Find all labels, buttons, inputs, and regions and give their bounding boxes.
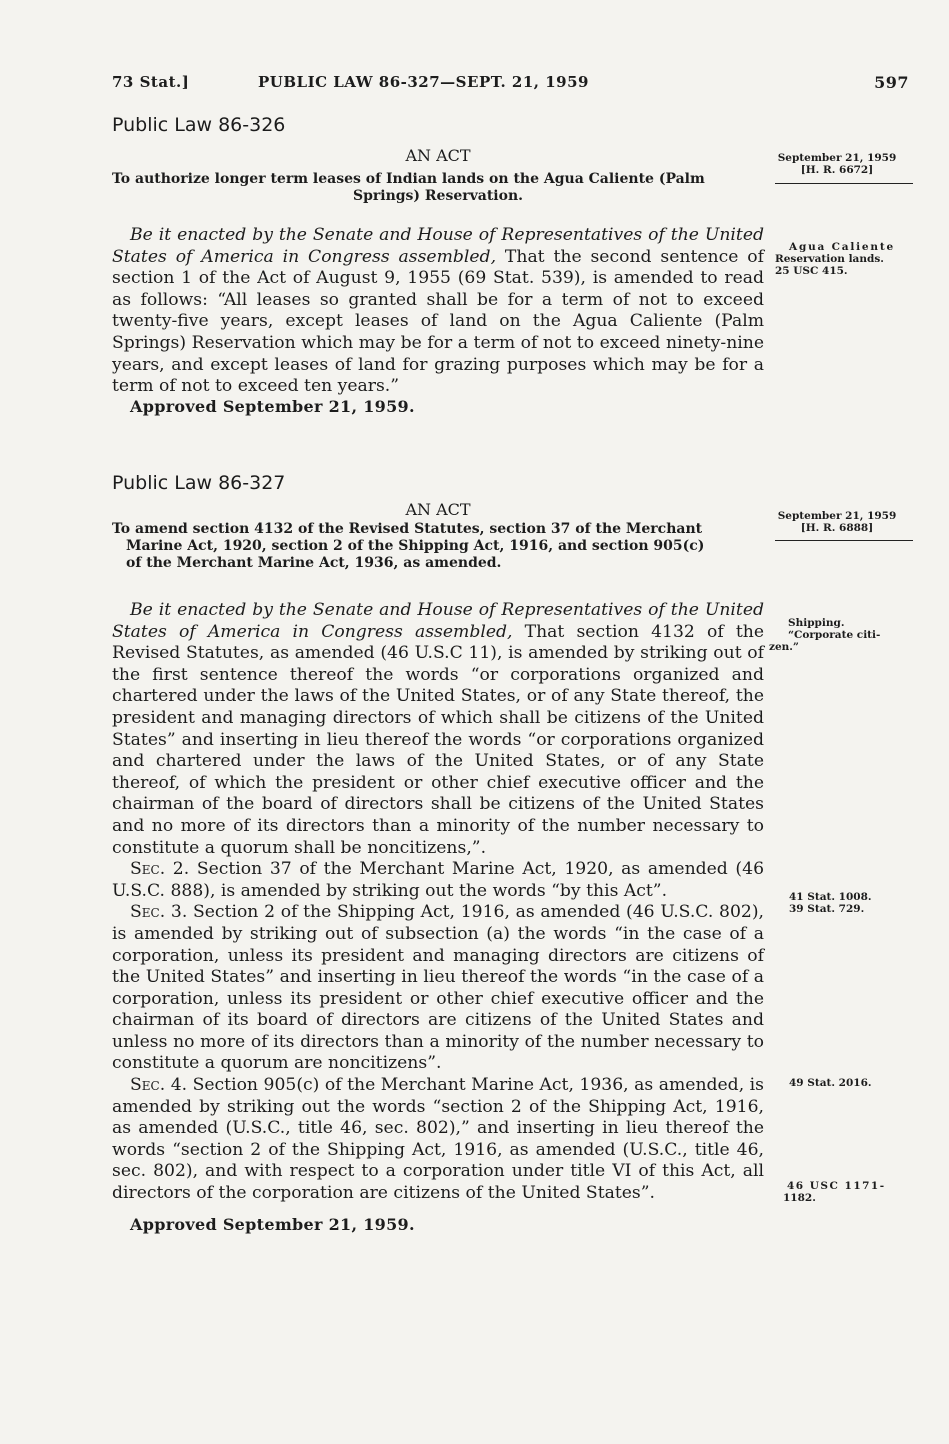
law1-margin-rule bbox=[775, 183, 913, 184]
law1-bill-number: [H. R. 6672] bbox=[800, 164, 874, 176]
law2-section2-label: Sec. 2. bbox=[130, 859, 190, 880]
law2-description-line2: Marine Act, 1920, section 2 of the Shipping Act, 1916, and section 905(c) bbox=[126, 538, 705, 554]
law1-body bbox=[112, 225, 764, 398]
law2-approved: Approved September 21, 1959. bbox=[130, 1215, 415, 1234]
law2-shipping-line3: zen.” bbox=[769, 641, 799, 653]
law1-topic-line3: 25 USC 415. bbox=[775, 265, 848, 277]
law2-section4-label: Sec. 4. bbox=[130, 1075, 188, 1096]
law2-section2 bbox=[112, 859, 764, 902]
law2-date: September 21, 1959 bbox=[777, 510, 897, 522]
law2-description-line3: of the Merchant Marine Act, 1936, as amended. bbox=[126, 555, 502, 571]
law2-margin-usc bbox=[783, 1180, 886, 1204]
law2-section3-label: Sec. 3. bbox=[130, 902, 188, 923]
law2-section4-text: Section 905(c) of the Merchant Marine Act, 1936, as amended, is amended by striking out the words “section 2 of the Shipping Act, 1916, as amended (U.S.C., title 46, sec. 802),” and inserting in lieu thereof the words “section 2 of the Shipping Act, 1916, as amended (U.S.C., title 46, sec. 802), and with respect to a corporation under title VI of this Act, all directors of the corporation are citizens of the United States”. bbox=[112, 1075, 764, 1204]
law2-title: Public Law 86-327 bbox=[112, 472, 286, 494]
law2-margin-stat-ref3: 49 Stat. 2016. bbox=[789, 1077, 872, 1089]
law2-bill-number: [H. R. 6888] bbox=[800, 522, 874, 534]
law1-topic-line2: Reservation lands. bbox=[775, 253, 884, 265]
law2-stat-ref1: 41 Stat. 1008. bbox=[789, 891, 872, 903]
law1-topic-line1: Agua Caliente bbox=[789, 241, 895, 253]
law2-act-heading: AN ACT bbox=[405, 500, 471, 519]
law2-margin-date bbox=[762, 510, 912, 534]
law2-description bbox=[112, 521, 764, 572]
law1-description-line2: Springs) Reservation. bbox=[352, 188, 524, 204]
law1-margin-date bbox=[762, 152, 912, 176]
law2-margin-shipping bbox=[769, 617, 881, 653]
law2-description-line1: To amend section 4132 of the Revised Statutes, section 37 of the Merchant bbox=[112, 521, 703, 537]
law2-section3-text: Section 2 of the Shipping Act, 1916, as amended (46 U.S.C. 802), is amended by striking out of subsection (a) the words “in the case of a corporation, unless its president and managing directors are citizens of the United States” and inserting in lieu thereof the words “in the case of a corporation, unless its president or other chief executive officer and the chairman of its board of directors are citizens of the United States and unless no more of its directors than a minority of the number necessary to constitute a quorum are noncitizens”. bbox=[112, 902, 764, 1074]
law2-enacting-clause: Be it enacted by the Senate and House of Representatives of the United States of America in Congress assembled, bbox=[112, 600, 764, 642]
law2-section3 bbox=[112, 902, 764, 1075]
law2-section1-text: That section 4132 of the Revised Statutes, as amended (46 U.S.C 11), is amended by striking out of the first sentence thereof the words “or corporations organized and chartered under the laws of the United States, or of any State thereof, the president and managing directors of which shall be citizens of the United States” and inserting in lieu thereof the words “or corporations organized and chartered under the laws of the United States, or of any State thereof, of which the president or other chief executive officer and the chairman of the board of directors shall be citizens of the United States and no more of its directors than a minority of the number necessary to constitute a quorum shall be noncitizens,”. bbox=[112, 621, 765, 858]
law2-margin-stat-refs bbox=[789, 891, 872, 915]
law1-act-heading: AN ACT bbox=[405, 146, 471, 165]
volume-reference: 73 Stat.] bbox=[112, 73, 190, 91]
law2-shipping-line2: “Corporate citi- bbox=[788, 629, 881, 641]
running-title: PUBLIC LAW 86-327—SEPT. 21, 1959 bbox=[258, 73, 589, 91]
law2-margin-rule bbox=[775, 540, 913, 541]
law2-section1 bbox=[112, 600, 764, 859]
page-number: 597 bbox=[874, 73, 909, 92]
law1-description-line1: To authorize longer term leases of Indian lands on the Agua Caliente (Palm bbox=[112, 171, 705, 187]
law1-date: September 21, 1959 bbox=[777, 152, 897, 164]
law1-body-text: That the second sentence of section 1 of the Act of August 9, 1955 (69 Stat. 539), is amended to read as follows: “All leases so granted shall be for a term of not to exceed twenty-five years, except leases of land on the Agua Caliente (Palm Springs) Reservation which may be for a term of not to exceed ninety-nine years, and except leases of land for grazing purposes which may be for a term of not to exceed ten years.” bbox=[112, 246, 764, 397]
law2-section2-text: Section 37 of the Merchant Marine Act, 1920, as amended (46 U.S.C. 888), is amended by striking out the words “by this Act”. bbox=[112, 859, 765, 901]
law2-usc-line1: 46 USC 1171- bbox=[787, 1180, 886, 1192]
law1-description bbox=[112, 171, 764, 205]
law1-enacting-clause: Be it enacted by the Senate and House of Representatives of the United States of America in Congress assembled, bbox=[112, 225, 764, 267]
law1-approved: Approved September 21, 1959. bbox=[130, 397, 415, 416]
law2-body bbox=[112, 600, 764, 1205]
law1-title: Public Law 86-326 bbox=[112, 114, 286, 136]
law2-section4 bbox=[112, 1075, 764, 1205]
law1-margin-topic bbox=[775, 241, 895, 277]
law2-shipping-line1: Shipping. bbox=[788, 617, 845, 629]
law2-stat-ref2: 39 Stat. 729. bbox=[789, 903, 865, 915]
law2-usc-line2: 1182. bbox=[783, 1192, 816, 1204]
